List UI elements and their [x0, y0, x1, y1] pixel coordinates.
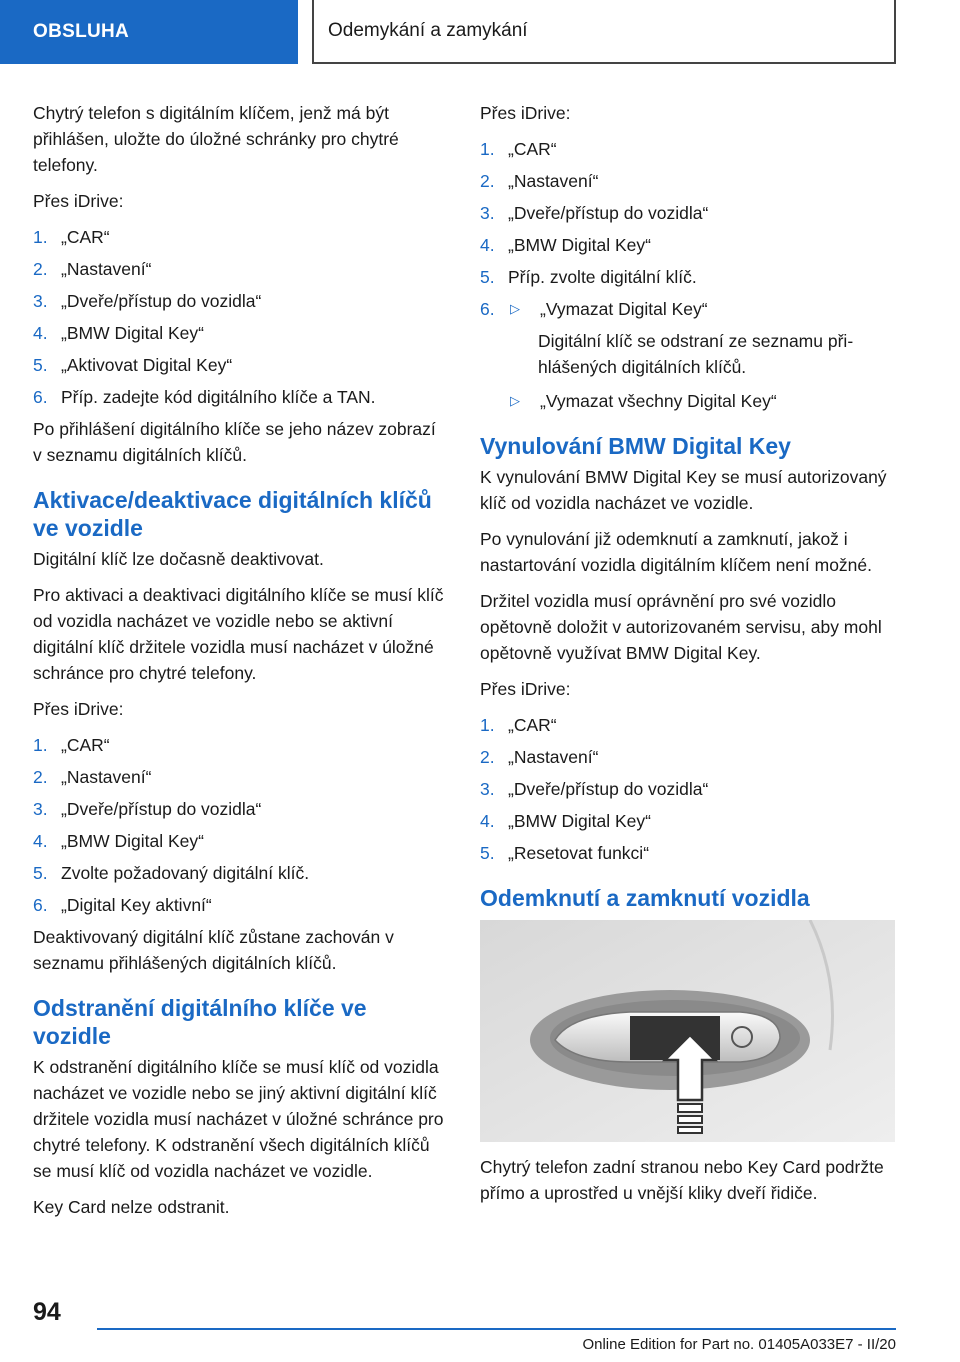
paragraph: Pro aktivaci a deaktivaci digitálního klíče se musí klíč od vozidla nacházet ve vozidle nebo se aktivní digitální klíč držitele vozidla musí nacházet v úložné schránce pro chytré telefony.	[33, 585, 444, 683]
list-item: 4. „BMW Digital Key“	[480, 235, 651, 255]
paragraph: Digitální klíč lze dočasně deaktivovat.	[33, 549, 324, 569]
list-item: 4. „BMW Digital Key“	[33, 323, 204, 343]
step-list	[480, 136, 895, 322]
list-item: 2. „Nastavení“	[33, 259, 152, 279]
list-item: 2. „Nastavení“	[480, 747, 599, 767]
paragraph: K vynulování BMW Digital Key se musí autorizovaný klíč od vozidla nacházet ve vozidle.	[480, 467, 887, 513]
list-item: 3. „Dveře/přístup do vozidla“	[480, 203, 709, 223]
footer-divider	[97, 1328, 896, 1330]
step-list	[33, 732, 448, 918]
list-item: 2. „Nastavení“	[480, 171, 599, 191]
paragraph: Po vynulování již odemknutí a zamknutí, jakož i nastartování vozidla digitálním klíčem není možné.	[480, 529, 872, 575]
paragraph: Key Card nelze odstranit.	[33, 1197, 230, 1217]
list-item: 3. „Dveře/přístup do vozidla“	[480, 779, 709, 799]
door-handle-illustration	[480, 920, 895, 1142]
step-list	[33, 224, 448, 410]
list-item: 3. „Dveře/přístup do vozidla“	[33, 291, 262, 311]
paragraph: Deaktivovaný digitální klíč zůstane zachován v seznamu přihlášených digitálních klíčů.	[33, 927, 394, 973]
right-column	[480, 100, 895, 1216]
list-item: 5. „Aktivovat Digital Key“	[33, 355, 233, 375]
intro-paragraph: Chytrý telefon s digitálním klíčem, jenž má být přihlášen, uložte do úložné schránky pro chytré telefony.	[33, 103, 399, 175]
paragraph: K odstranění digitálního klíče se musí klíč od vozidla nacházet ve vozidle nebo se jiný aktivní digitální klíč držitele vozidla musí nacházet v úložné schránce pro chytré telefony. K odstranění všech digitálních klíčů se musí klíč od vozidla nacházet ve vozidle.	[33, 1057, 444, 1181]
step-list	[480, 712, 895, 866]
list-item: 1. „CAR“	[33, 227, 110, 247]
list-item: 1. „CAR“	[480, 715, 557, 735]
idrive-label: Přes iDrive:	[33, 191, 124, 211]
sub-item: ▷ „Vymazat všechny Digital Key“	[508, 388, 895, 414]
page-header-title: Odemykání a zamykání	[312, 0, 896, 64]
sub-note: Digitální klíč se odstraní ze seznamu přihlášených digitálních klíčů.	[538, 331, 854, 377]
triangle-bullet-icon: ▷	[510, 393, 520, 408]
section-tab: OBSLUHA	[0, 0, 298, 64]
paragraph: Po přihlášení digitálního klíče se jeho název zobrazí v seznamu digitálních klíčů.	[33, 419, 436, 465]
list-item: 6. ▷ „Vymazat Digital Key“	[480, 296, 895, 322]
list-item: 6. Příp. zadejte kód digitálního klíče a TAN.	[33, 387, 376, 407]
list-item: 3. „Dveře/přístup do vozidla“	[33, 799, 262, 819]
list-item: 1. „CAR“	[33, 735, 110, 755]
idrive-label: Přes iDrive:	[33, 699, 124, 719]
idrive-label: Přes iDrive:	[480, 103, 571, 123]
footer-edition: Online Edition for Part no. 01405A033E7 - II/20	[582, 1336, 896, 1353]
section-heading-activate: Aktivace/deaktivace digitálních klíčů ve vozidle	[33, 487, 432, 541]
list-item: 5. „Resetovat funkci“	[480, 843, 650, 863]
list-item: 2. „Nastavení“	[33, 767, 152, 787]
left-column	[33, 100, 448, 1230]
section-heading-unlock: Odemknutí a zamknutí vozidla	[480, 885, 810, 911]
illustration-caption: Chytrý telefon zadní stranou nebo Key Card podržte přímo a uprostřed u vnější kliky dveří řidiče.	[480, 1157, 884, 1203]
list-item: 4. „BMW Digital Key“	[33, 831, 204, 851]
list-item: 5. Příp. zvolte digitální klíč.	[480, 267, 697, 287]
section-heading-remove: Odstranění digitálního klíče ve vozidle	[33, 995, 367, 1049]
paragraph: Držitel vozidla musí oprávnění pro své vozidlo opětovně doložit v autorizovaném servisu, aby mohl opětovně využívat BMW Digital Key.	[480, 591, 882, 663]
list-item: 5. Zvolte požadovaný digitální klíč.	[33, 863, 310, 883]
idrive-label: Přes iDrive:	[480, 679, 571, 699]
section-heading-reset: Vynulování BMW Digital Key	[480, 433, 791, 459]
page-number: 94	[33, 1298, 61, 1326]
triangle-bullet-icon: ▷	[510, 301, 520, 316]
list-item: 1. „CAR“	[480, 139, 557, 159]
list-item: 4. „BMW Digital Key“	[480, 811, 651, 831]
list-item: 6. „Digital Key aktivní“	[33, 895, 212, 915]
